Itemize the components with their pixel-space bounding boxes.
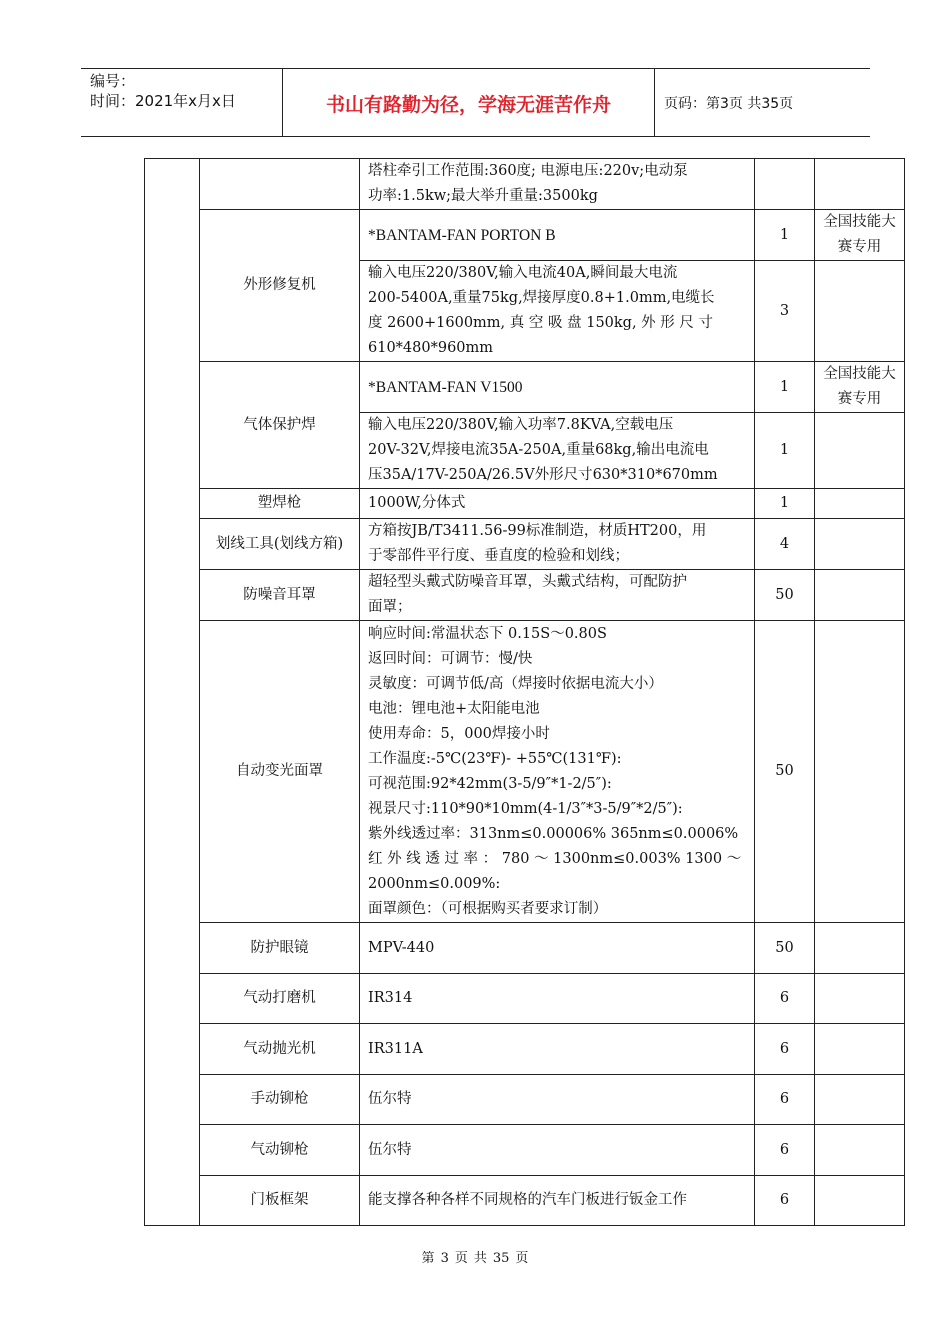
item-spec-cell <box>360 413 755 489</box>
table-row <box>145 974 905 1024</box>
item-name-cell: 防噪音耳罩 <box>200 570 360 621</box>
spec-line: 压35A/17V-250A/26.5V外形尺寸630*310*670mm <box>368 467 718 483</box>
item-name-cell: 自动变光面罩 <box>200 621 360 923</box>
item-qty-cell <box>755 159 815 210</box>
header-bottom-rule <box>81 136 870 137</box>
table-row <box>145 519 905 570</box>
item-qty-cell: 4 <box>755 519 815 570</box>
item-note-cell <box>815 570 905 621</box>
table-row <box>145 489 905 519</box>
item-name-cell: 气动打磨机 <box>200 974 360 1024</box>
item-note-cell <box>815 489 905 519</box>
item-note-cell <box>815 1176 905 1226</box>
header-meta <box>90 71 236 111</box>
spec-line: 红 外 线 透 过 率 ： 780 ～ 1300nm≤0.003% 1300 ～ <box>368 850 742 867</box>
item-name-cell: 外形修复机 <box>200 210 360 362</box>
spec-line: 响应时间:常温状态下 0.15S～0.80S <box>368 625 607 642</box>
spec-line: 灵敏度：可调节低/高（焊接时依据电流大小） <box>368 675 663 692</box>
item-name-cell: 气动抛光机 <box>200 1024 360 1075</box>
item-spec-cell <box>360 489 755 519</box>
table-row <box>145 1075 905 1125</box>
table-row <box>145 1125 905 1176</box>
spec-line: 伍尔特 <box>368 1141 412 1158</box>
table-row <box>145 159 905 210</box>
item-spec-cell <box>360 1125 755 1176</box>
spec-line: 输入电压220/380V,输入功率7.8KVA,空载电压 <box>368 417 674 433</box>
item-spec-cell <box>360 210 755 261</box>
item-qty-cell: 6 <box>755 1024 815 1075</box>
spec-line: 面罩颜色：（可根据购买者要求订制） <box>368 900 608 917</box>
item-qty-cell: 50 <box>755 570 815 621</box>
item-spec-cell <box>360 261 755 362</box>
spec-line: 视景尺寸:110*90*10mm(4-1/3″*3-5/9″*2/5″): <box>368 800 683 817</box>
page-indicator: 页码：第3页 共35页 <box>664 96 794 112</box>
item-spec-cell <box>360 1176 755 1226</box>
spec-line: 1000W,分体式 <box>368 495 466 511</box>
spec-line: 紫外线透过率：313nm≤0.00006% 365nm≤0.0006% <box>368 825 739 842</box>
doc-code-label: 编号： <box>90 72 136 90</box>
spec-line: 可视范围:92*42mm(3-5/9″*1-2/5″): <box>368 775 612 792</box>
item-spec-cell <box>360 1075 755 1125</box>
item-qty-cell: 6 <box>755 1176 815 1226</box>
item-note-cell <box>815 974 905 1024</box>
spec-line: 塔柱牵引工作范围:360度; 电源电压:220v;电动泵 <box>368 163 688 179</box>
spec-line: 20V-32V,焊接电流35A-250A,重量68kg,输出电流电 <box>368 442 709 458</box>
item-name-cell: 门板框架 <box>200 1176 360 1226</box>
footer-label-gong: 共 <box>473 1251 487 1266</box>
item-note-cell <box>815 1075 905 1125</box>
category-cell <box>145 159 200 1226</box>
footer-label-ye: 页 <box>454 1251 468 1266</box>
table-row <box>145 1176 905 1226</box>
spec-line: *BANTAM-FAN PORTON B <box>368 226 556 244</box>
item-note-cell <box>815 261 905 362</box>
footer-total-pages: 35 <box>492 1251 510 1266</box>
spec-line: 使用寿命：5，000焊接小时 <box>368 725 550 742</box>
footer-label-di: 第 <box>421 1251 435 1266</box>
item-name-cell: 手动铆枪 <box>200 1075 360 1125</box>
item-spec-cell <box>360 974 755 1024</box>
spec-line: 功率:1.5kw;最大举升重量:3500kg <box>368 188 598 204</box>
item-qty-cell: 6 <box>755 1075 815 1125</box>
item-spec-cell <box>360 362 755 413</box>
item-name-cell: 气体保护焊 <box>200 362 360 489</box>
spec-line: 610*480*960mm <box>368 340 494 356</box>
spec-line: 返回时间：可调节：慢/快 <box>368 650 533 667</box>
spec-line: 电池：锂电池+太阳能电池 <box>368 700 540 717</box>
page-footer <box>0 1247 950 1266</box>
header-top-rule <box>81 68 870 69</box>
spec-line: 超轻型头戴式防噪音耳罩，头戴式结构，可配防护 <box>368 574 687 590</box>
item-qty-cell: 6 <box>755 1125 815 1176</box>
spec-line: 工作温度:-5℃(23℉)- +55℃(131℉): <box>368 750 622 767</box>
item-qty-cell: 50 <box>755 923 815 974</box>
item-spec-cell <box>360 621 755 923</box>
table-row <box>145 210 905 261</box>
spec-line: 2000nm≤0.009%: <box>368 875 501 892</box>
item-name-cell: 气动铆枪 <box>200 1125 360 1176</box>
spec-line: IR311A <box>368 1040 423 1057</box>
table-row <box>145 1024 905 1075</box>
item-qty-cell: 50 <box>755 621 815 923</box>
item-spec-cell <box>360 570 755 621</box>
item-note-cell <box>815 413 905 489</box>
equipment-table <box>144 158 905 1226</box>
item-name-cell: 防护眼镜 <box>200 923 360 974</box>
item-note-cell: 全国技能大赛专用 <box>815 210 905 261</box>
table-row <box>145 362 905 413</box>
spec-line: 方箱按JB/T3411.56-99标准制造，材质HT200，用 <box>368 523 707 539</box>
item-qty-cell: 1 <box>755 210 815 261</box>
spec-line: 于零部件平行度、垂直度的检验和划线； <box>368 548 629 564</box>
item-note-cell <box>815 159 905 210</box>
table-row <box>145 570 905 621</box>
footer-label-ye-2: 页 <box>515 1251 529 1266</box>
spec-line: MPV-440 <box>368 939 435 956</box>
spec-line: 度 2600+1600mm, 真 空 吸 盘 150kg, 外 形 尺 寸 <box>368 315 714 331</box>
spec-line: 输入电压220/380V,输入电流40A,瞬间最大电流 <box>368 265 678 281</box>
item-note-cell <box>815 621 905 923</box>
item-qty-cell: 1 <box>755 413 815 489</box>
table-row <box>145 621 905 923</box>
item-name-cell: 划线工具(划线方箱) <box>200 519 360 570</box>
item-name-cell <box>200 159 360 210</box>
item-spec-cell <box>360 519 755 570</box>
header-motto: 书山有路勤为径，学海无涯苦作舟 <box>325 94 611 116</box>
spec-line: 200-5400A,重量75kg,焊接厚度0.8+1.0mm,电缆长 <box>368 290 715 306</box>
spec-line: 面罩； <box>368 599 412 615</box>
item-spec-cell <box>360 923 755 974</box>
item-qty-cell: 6 <box>755 974 815 1024</box>
spec-line: IR314 <box>368 990 413 1006</box>
item-name-cell: 塑焊枪 <box>200 489 360 519</box>
spec-line: 能支撑各种各样不同规格的汽车门板进行钣金工作 <box>368 1192 687 1208</box>
item-note-cell <box>815 1125 905 1176</box>
item-note-cell: 全国技能大赛专用 <box>815 362 905 413</box>
spec-line: 伍尔特 <box>368 1091 412 1107</box>
item-qty-cell: 1 <box>755 489 815 519</box>
item-note-cell <box>815 1024 905 1075</box>
item-note-cell <box>815 923 905 974</box>
table-row <box>145 923 905 974</box>
header-divider-right <box>654 68 655 136</box>
doc-time: 时间：2021年x月x日 <box>90 92 236 110</box>
item-spec-cell <box>360 159 755 210</box>
footer-page-number: 3 <box>440 1251 449 1266</box>
spec-line: *BANTAM-FAN V1500 <box>368 378 523 396</box>
item-qty-cell: 1 <box>755 362 815 413</box>
item-note-cell <box>815 519 905 570</box>
item-qty-cell: 3 <box>755 261 815 362</box>
item-spec-cell <box>360 1024 755 1075</box>
